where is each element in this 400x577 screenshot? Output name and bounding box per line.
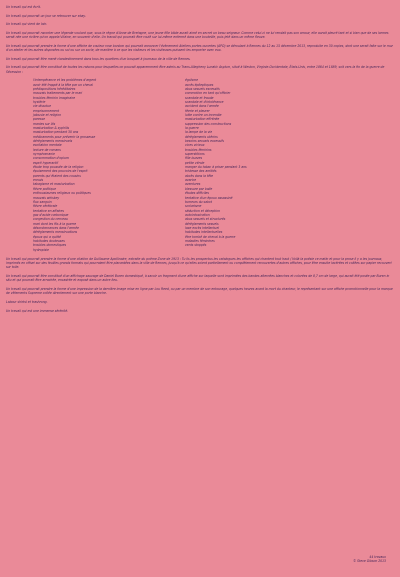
paragraph: Un travail qui pourrait un jour se retrouver sur ebay.: [6, 13, 86, 18]
list-item: fièvre politique: [33, 186, 57, 191]
list-item: habitudes intellectuelles: [185, 230, 223, 235]
list-item: superstitions: [185, 152, 205, 157]
list-item: maladies féminines: [185, 238, 215, 243]
copyright: © Steve Gibson 2013: [353, 559, 386, 564]
list-item: vie dissolue: [33, 104, 51, 109]
list-item: études difficiles: [185, 191, 210, 196]
reasons-lists: [33, 78, 394, 252]
paragraph: Un travail qui vient de loin.: [6, 22, 48, 27]
list-item: troubles féminins: [185, 147, 212, 152]
list-item: besoins sexuels excessifs: [185, 139, 224, 144]
list-item: masturbation pendant 30 ans: [33, 130, 79, 135]
list-item: masturbation & syphilis: [33, 126, 70, 131]
list-item: féerie et pleurer: [185, 108, 210, 113]
list-item: mauvais traitements par le mari: [33, 91, 83, 96]
document-page: [6, 5, 394, 317]
list-item: dérèglements sexuels: [185, 221, 219, 226]
reasons-list-left: [33, 78, 185, 252]
list-item: étude trop poussée de la religion: [33, 165, 84, 170]
list-item: laxe excès intellectuel: [185, 225, 220, 230]
paragraph: Un travail qui pourrait raconter une légende voulant que, sous le règne d'Anne de Bretagne, une jeune fille bâde aurait aimé en secret un beau seigneur. Comme celui-ci ne lui rendait pas son amour, elle aurait pleuré tant et si bien que de ses larmes serait née une rivière qu'on appela Vilaine, en souvenir d'elle. Un travail qui pourrait être roulé sur lui-même enfermé dans une bouteille, puis jeté dans un même fleuve.: [6, 30, 389, 40]
list-item: consommation d'opium: [33, 156, 69, 161]
list-item: égoïsme: [185, 78, 198, 83]
list-item: avoir été frappé à la tête par un cheval: [33, 82, 93, 87]
list-item: esprit hyperactif: [33, 160, 59, 165]
list-item: paresse: [33, 117, 45, 122]
list-item: enthousiasmes religieux ou politiques: [33, 191, 91, 196]
paragraph: Un travail qui pourrait prendre la forme d'une impression de la dernière image mise en ligne par Lou Reed, ou par un membre de son entourage, quelques heures avant la mort du chanteur, le représentant sur une affiche promotionnelle pour la marque de vêtements Supreme collée directement sur une porte blanche.: [6, 287, 393, 296]
list-item: ennuis: [33, 178, 44, 183]
list-item: dérèglements menstruations: [33, 230, 78, 235]
list-item: tumeurs du sabot: [185, 199, 212, 204]
list-item: parents qui étaient des cousins: [33, 173, 81, 178]
list-item: emprisonnement: [33, 108, 60, 113]
list-item: épuisement des pouvoirs de l'esprit: [33, 169, 88, 174]
list-item: lutte contre un incendie: [185, 112, 222, 117]
reasons-list-right: [185, 78, 335, 252]
list-item: abus sexuels et structurés: [185, 217, 226, 222]
list-item: jalousie et religion: [33, 112, 62, 117]
list-item: habitudes douteuses: [33, 238, 65, 243]
list-item: manies sur lits: [33, 121, 56, 126]
paragraph: Un travail qui pourrait prendre la forme d'une affiche de couleur rose bonbon qui pourrait annoncer l'évènement Ateliers portes ouvertes (APO) se déroulant à Rennes du 12 au 15 décembre 2013, reproduite en 30 copies, dont une serait faite sur le mur d'un atelier et les autres disposées ou sol ou sur un socle, de manière à ce que les visiteurs et les visiteuses puissent les emporter avec eux.: [6, 43, 393, 53]
list-item: fille buzzes: [185, 156, 203, 161]
paragraph: Labour shirtsl et trashrong.: [6, 299, 48, 304]
list-item: être tombé de cheval à la guerre: [185, 234, 236, 239]
list-item: scolarisme: [185, 204, 202, 209]
list-item: manger du tabac à priser pendant 3 ans: [185, 165, 247, 170]
footer: [353, 555, 386, 564]
work-count: 44 travaux: [369, 555, 386, 559]
list-item: commotion en tant qu'officier: [185, 91, 231, 96]
list-item: vices vicieux: [185, 143, 205, 148]
list-item: abus sexuels excessifs: [185, 86, 220, 91]
list-item: l'intempérance et les problèmes d'argent: [33, 78, 97, 83]
paragraph: Un travail qui pourrait être mené clandestinement dans tous les quartiers d'un bosquet à journaux de la ville de Rennes.: [6, 56, 191, 61]
list-item: abcès dans la tête: [185, 173, 214, 178]
list-item: nymphomanie: [33, 152, 55, 157]
list-item: suppression des constructions: [185, 121, 232, 126]
list-item: lecture de romans: [33, 147, 61, 152]
list-item: époux qui a quitté: [33, 234, 61, 239]
list-item: gaz d'acide carbonique: [33, 212, 69, 217]
list-item: la lampe de la vie: [185, 130, 213, 135]
list-item: scandale et fraude: [185, 95, 214, 100]
list-item: mauvais whiskey: [33, 195, 60, 200]
list-item: hydropisie: [33, 247, 49, 252]
list-item: médicaments pour prévenir la grossesse: [33, 134, 96, 139]
list-item: la guerre: [185, 126, 199, 131]
list-item: prédispositions héréditaires: [33, 86, 76, 91]
list-item: désordonnances dans l'armée: [33, 225, 79, 230]
list-item: mari dont les fils à la guerre: [33, 221, 77, 226]
list-item: blessure par balle: [185, 186, 213, 191]
list-item: troubles féminin imaginaire: [33, 95, 76, 100]
list-item: vents stoppés: [185, 243, 207, 248]
list-item: fièvre cérébrale: [33, 204, 58, 209]
list-item: séduction et déception: [185, 208, 220, 213]
list-item: accident dans l'armée: [185, 104, 219, 109]
list-item: dérèglements utérins: [185, 134, 218, 139]
list-item: aventures: [185, 182, 201, 187]
list-item: tristesse des amitiés: [185, 169, 217, 174]
paragraph: Un travail qui est écrit.: [6, 5, 41, 9]
list-item: scandale et d'intolérance: [185, 99, 224, 104]
list-item: flux sanguin: [33, 199, 52, 204]
paragraph: Un travail qui est une immense sérénité.: [6, 308, 69, 313]
list-item: accès épileptiques: [185, 82, 214, 87]
list-item: dérèglements menstruels: [33, 139, 73, 144]
paragraph: Un travail qui pourrait prendre la forme d'une citation de Guillaume Apollinaire, extraite du poème Zone de 1913 : Tu lis les prospectus les catalogues les affiches qui chantent tout haut / Voilà la poésie ce matin et pour la prose il y a les journaux, imprimés en offset sur des feuilles grands formats qui pourraient être placardées dans la ville de Rennes, jusqu'à ce qu'elles soient partiellement ou complètement recouvertes d'autres affiches, pour être ensuite lacérées et collées sur papier recouvert sur toile.: [6, 256, 392, 270]
list-item: tabagisme et masturbation: [33, 182, 75, 187]
list-item: petite vérole: [185, 160, 205, 165]
list-item: tentative en affaires: [33, 208, 65, 213]
list-item: hystérie: [33, 99, 46, 104]
list-item: tentative d'un époux assassiné: [185, 195, 233, 200]
list-item: troubles domestiques: [33, 243, 67, 248]
list-item: autointoxication: [185, 212, 210, 217]
list-item: congestion du cerveau: [33, 217, 68, 222]
paragraph: Un travail qui pourrait être constitué d'un affichage sauvage de Daniel Buren domestiqué, à savoir un fragment d'une affiche sur laquelle sont imprimées des bandes alternées blanches et colorées de 8,7 cm de large, qui aurait été posée par Buren in situ et qui pourrait être arrachée, encadrée et exposé dans un autre lieu.: [6, 274, 390, 283]
paragraph: Un travail qui pourrait être constitué de toutes les raisons pour lesquelles on pouvait apparemment être admis au Trans-Allegheny Lunatic Asylum, situé à Weston, Virginie-Occidentale, États-Unis, entre 1864 et 1889, soit vers la fin de la guerre de Sécession :: [6, 65, 385, 74]
list-item: masturbation effrénée: [185, 117, 220, 122]
list-item: excitation mentale: [33, 143, 62, 148]
list-item: avarice: [185, 178, 197, 183]
